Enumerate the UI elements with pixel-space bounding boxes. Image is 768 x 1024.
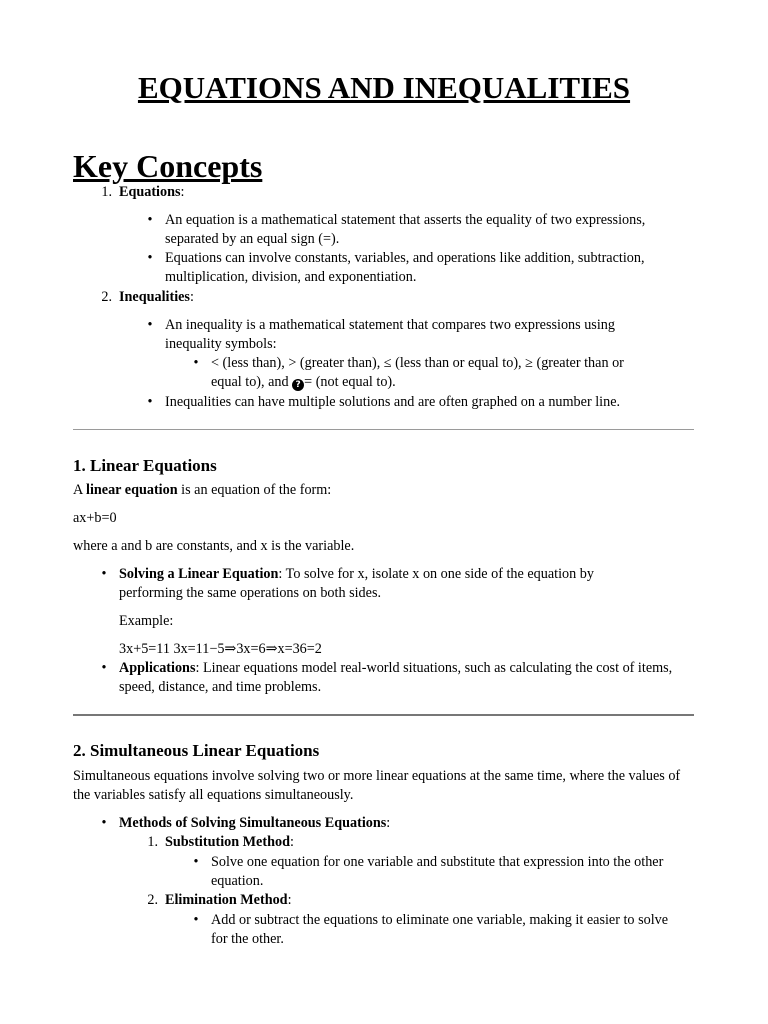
bullet-marker: • xyxy=(147,394,153,410)
list-item-label: Elimination Method: xyxy=(165,892,292,908)
simultaneous-intro: Simultaneous equations involve solving two or more linear equations at the same time, where the values of the variables satisfy all equations simultaneously. xyxy=(73,768,681,803)
bullet-marker: • xyxy=(193,355,199,371)
list-item: Equations can involve constants, variables, and operations like addition, subtraction, multiplication, division, and exponentiation. xyxy=(165,250,645,285)
list-number: 1. xyxy=(101,184,112,200)
list-item: An inequality is a mathematical statement that compares two expressions using inequality symbols: xyxy=(165,317,615,352)
list-number: 1. xyxy=(147,834,158,850)
list-item: Add or subtract the equations to eliminate one variable, making it easier to solve for the other. xyxy=(211,912,669,947)
bullet-marker: • xyxy=(147,212,153,228)
example-label: Example: xyxy=(119,613,174,629)
linear-intro: A linear equation is an equation of the form: xyxy=(73,482,332,498)
bullet-marker: • xyxy=(147,250,153,266)
horizontal-rule xyxy=(73,714,694,716)
bullet-marker: • xyxy=(101,566,107,582)
linear-form: ax+b=0 xyxy=(73,510,117,526)
list-item: Inequalities can have multiple solutions and are often graphed on a number line. xyxy=(165,394,621,410)
bullet-marker: • xyxy=(193,912,199,928)
list-item: < (less than), > (greater than), ≤ (less than or equal to), ≥ (greater than or equal to), and ? = (not equal to). xyxy=(211,355,624,390)
bullet-marker: • xyxy=(193,854,199,870)
bullet-marker: • xyxy=(147,317,153,333)
list-number: 2. xyxy=(101,289,112,305)
list-item: An equation is a mathematical statement that asserts the equality of two expressions, separated by an equal sign (=). xyxy=(165,212,646,247)
section-heading-simultaneous-equations: 2. Simultaneous Linear Equations xyxy=(73,741,320,760)
example-equation: 3x+5=11 3x=11−5⇒3x=6⇒x=36=2 xyxy=(119,641,322,657)
list-item: Solve one equation for one variable and substitute that expression into the other equation. xyxy=(211,854,664,889)
missing-glyph-icon: ? xyxy=(292,379,304,391)
list-item-label: Equations: xyxy=(119,184,185,200)
horizontal-rule xyxy=(73,429,694,430)
document-title: EQUATIONS AND INEQUALITIES xyxy=(137,70,631,105)
list-number: 2. xyxy=(147,892,158,908)
list-item-label: Inequalities: xyxy=(119,289,194,305)
bullet-marker: • xyxy=(101,815,107,831)
list-item-applications: Applications: Linear equations model real-world situations, such as calculating the cost of items, speed, distance, and time problems. xyxy=(119,660,673,695)
key-concepts-heading: Key Concepts xyxy=(73,148,263,184)
section-heading-linear-equations: 1. Linear Equations xyxy=(73,456,217,475)
linear-where: where a and b are constants, and x is the variable. xyxy=(73,538,355,554)
list-item-label: Substitution Method: xyxy=(165,834,294,850)
bullet-marker: • xyxy=(101,660,107,676)
list-item-methods: Methods of Solving Simultaneous Equations: xyxy=(119,815,391,831)
list-item-solving: Solving a Linear Equation: To solve for x, isolate x on one side of the equation by performing the same operations on both sides. xyxy=(119,566,594,601)
